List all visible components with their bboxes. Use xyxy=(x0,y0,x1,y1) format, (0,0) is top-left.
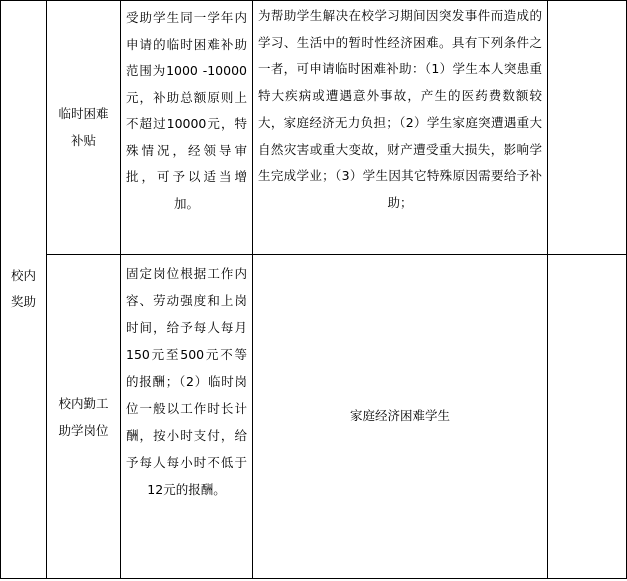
standard-text: 受助学生同一学年内申请的临时困难补助范围为1000 -10000元，补助总额原则上不超过10000元，特殊情况，经领导审批，可予以适当增加。 xyxy=(126,10,247,211)
table-row-item-cell xyxy=(48,0,119,254)
table-left-border xyxy=(0,0,1,579)
section-label-cell xyxy=(2,0,45,578)
table-row-item-cell xyxy=(48,255,119,578)
column-divider xyxy=(252,0,253,579)
section-label: 校内奖助 xyxy=(10,268,36,309)
standard-text: 固定岗位根据工作内容、劳动强度和上岗时间，给予每人每月150元至500元不等的报酬；（2）临时岗位一般以工作时长计酬，按小时支付，给予每人每小时不低于12元的报酬。 xyxy=(126,266,247,497)
conditions-text: 家庭经济困难学生 xyxy=(349,408,450,424)
extra-cell xyxy=(549,255,625,578)
conditions-text: 为帮助学生解决在校学习期间因突发事件而造成的学习、生活中的暂时性经济困难。具有下列条件之一者，可申请临时困难补助：（1）学生本人突患重特大疾病或遭遇意外事故，产生的医药费数额较大，家庭经济无力负担；（2）学生家庭突遭遇重大自然灾害或重大变故，财产遭受重大损失，影响学生完成学业；（3）学生因其它特殊原因需要给予补助； xyxy=(258,8,542,210)
column-divider xyxy=(547,0,548,579)
column-divider xyxy=(120,0,121,579)
item-name: 临时困难补贴 xyxy=(58,106,109,148)
extra-cell xyxy=(549,0,625,254)
table-bottom-border xyxy=(0,578,627,579)
column-divider xyxy=(46,0,47,579)
conditions-cell xyxy=(254,255,546,578)
item-name: 校内勤工助学岗位 xyxy=(58,395,109,438)
